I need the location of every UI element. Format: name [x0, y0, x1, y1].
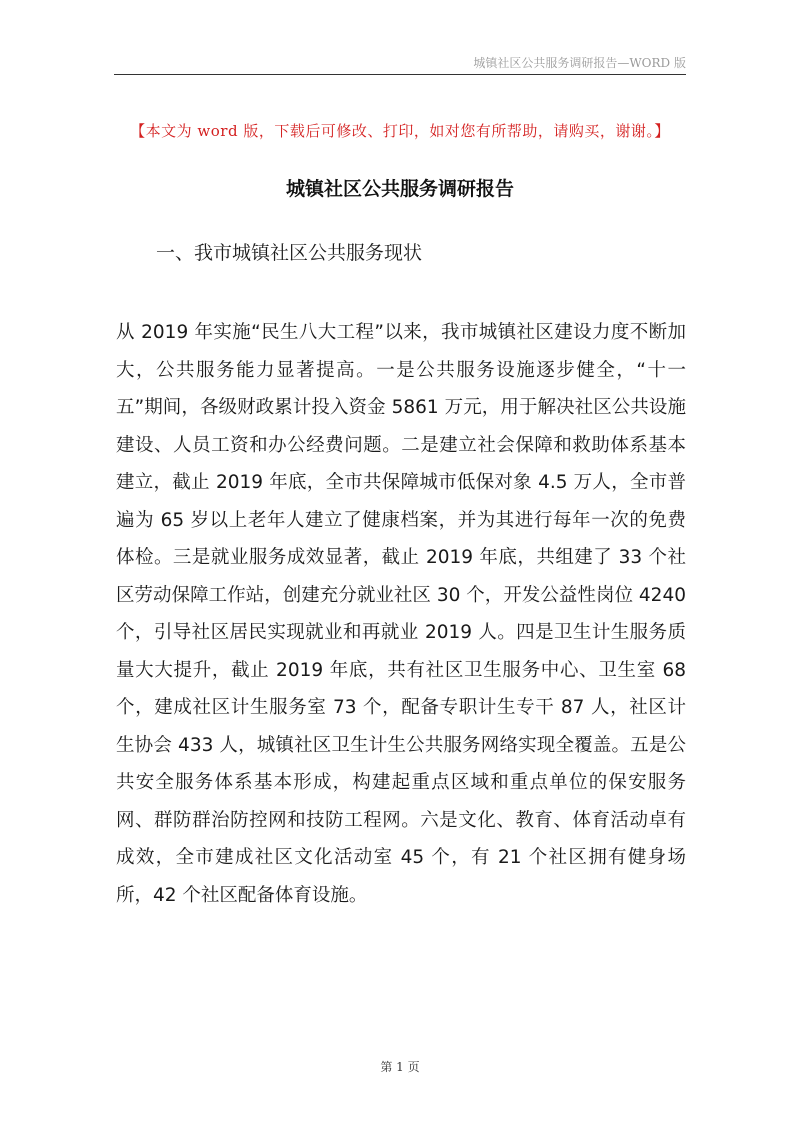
header-divider	[114, 74, 686, 75]
page-number: 第 1 页	[380, 1060, 420, 1074]
document-title: 城镇社区公共服务调研报告	[285, 178, 514, 200]
download-notice: 【本文为 word 版，下载后可修改、打印，如对您有所帮助，请购买，谢谢。】	[130, 122, 670, 140]
body-paragraph: 从 2019 年实施“民生八大工程”以来，我市城镇社区建设力度不断加大，公共服务能力显著提高。一是公共服务设施逐步健全，“十一五”期间，各级财政累计投入资金 5861 万元，用于解决社区公共设施建设、人员工资和办公经费问题。二是建立社会保障和救助体系基本建立，截止 2019 年底，全市共保障城市低保对象 4.5 万人，全市普遍为 65 岁以上老年人建立了健康档案，并为其进行每年一次的免费体检。三是就业服务成效显著，截止 2019 年底，共组建了 33 个社区劳动保障工作站，创建充分就业社区 30 个，开发公益性岗位 4240 个，引导社区居民实现就业和再就业 2019 人。四是卫生计生服务质量大大提升，截止 2019 年底，共有社区卫生服务中心、卫生室 68 个，建成社区计生服务室 73 个，配备专职计生专干 87 人，社区计生协会 433 人，城镇社区卫生计生公共服务网络实现全覆盖。五是公共安全服务体系基本形成，构建起重点区域和重点单位的保安服务网、群防群治防控网和技防工程网。六是文化、教育、体育活动卓有成效，全市建成社区文化活动室 45 个，有 21 个社区拥有健身场所，42 个社区配备体育设施。	[116, 322, 686, 906]
section-heading: 一、我市城镇社区公共服务现状	[156, 242, 423, 264]
running-header-title: 城镇社区公共服务调研报告—WORD 版	[473, 56, 686, 70]
